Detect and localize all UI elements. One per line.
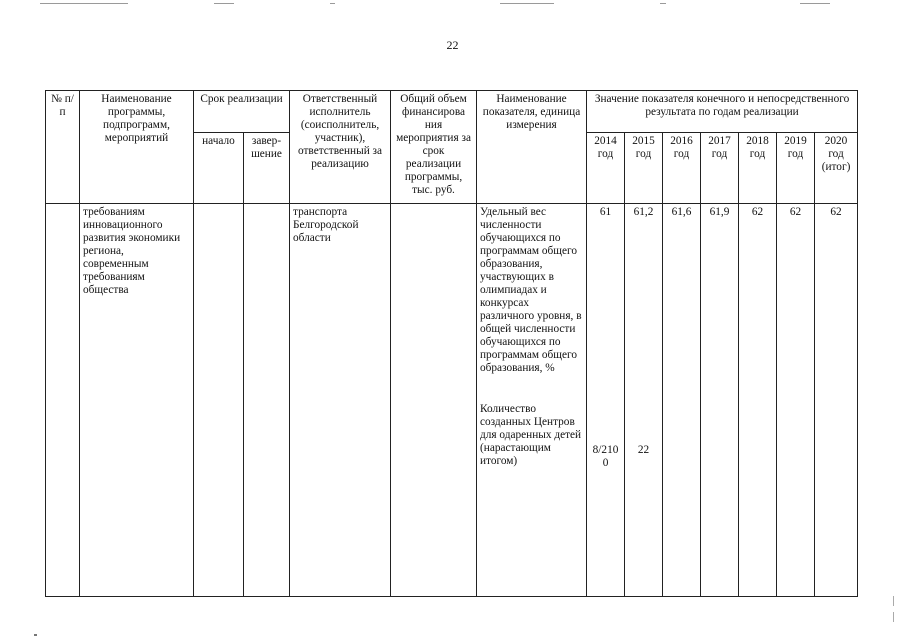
header-values: Значение показателя конечного и непосредственного результата по годам реализации: [587, 91, 858, 133]
cell-name: требованиям инновационного развития экономики региона, современным требованиям общества: [80, 204, 194, 597]
cell-budget: [391, 204, 477, 597]
cell-indicators: [477, 204, 587, 597]
header-year: 2018 год: [739, 133, 777, 204]
header-year: 2019 год: [777, 133, 815, 204]
cell-value-2014: [587, 204, 625, 597]
cell-value-2019: [777, 204, 815, 597]
cell-value-2015: [625, 204, 663, 597]
header-num: № п/п: [46, 91, 80, 204]
indicator-gifted-centers: Количество созданных Центров для одаренных детей (нарастающим итогом): [480, 403, 582, 467]
scan-artifact-line: [40, 3, 128, 4]
scan-artifact-line: [660, 3, 666, 4]
cell-num: [46, 204, 80, 597]
cell-value-2018: [739, 204, 777, 597]
value-2020: 62: [830, 206, 842, 218]
page-number: 22: [446, 38, 459, 52]
header-year: 2016 год: [663, 133, 701, 204]
header-term: Срок реализации: [194, 91, 290, 133]
header-term-start: начало: [194, 133, 244, 204]
cell-value-2017: [701, 204, 739, 597]
cell-responsible: транспорта Белгородской области: [290, 204, 391, 597]
results-table: [45, 90, 858, 597]
value-2014-centers: 8/2100: [592, 444, 619, 469]
scan-artifact-line: [800, 3, 830, 4]
value-2017: 61,9: [709, 206, 730, 218]
value-2018: 62: [751, 206, 764, 218]
cell-term-end: [244, 204, 290, 597]
header-year: 2020 год (итог): [815, 133, 858, 204]
scan-artifact-line: [214, 3, 234, 4]
scan-artifact-tick: [893, 612, 894, 622]
header-term-end: завер-шение: [244, 133, 290, 204]
header-year: 2014 год: [587, 133, 625, 204]
header-name: Наименование программы, подпрограмм, мероприятий: [80, 91, 194, 204]
cell-value-2020: [815, 204, 858, 597]
value-2016: 61,6: [671, 206, 692, 218]
header-budget: Общий объем финансирова ния мероприятия за срок реализации программы, тыс. руб.: [391, 91, 477, 204]
scan-artifact-line: [330, 3, 335, 4]
scan-artifact-dot: [34, 634, 37, 636]
value-2014: 61: [599, 206, 612, 218]
cell-term-start: [194, 204, 244, 597]
indicator-share-olympiads: Удельный вес численности обучающихся по программам общего образования, участвующих в олимпиадах и конкурсах различного уровня, в общей численности обучающихся по программам общего образования, %: [480, 206, 582, 374]
value-2019: 62: [789, 206, 802, 218]
value-2015: 61,2: [633, 206, 654, 218]
value-2015-centers: 22: [637, 444, 650, 456]
header-year: 2015 год: [625, 133, 663, 204]
header-year: 2017 год: [701, 133, 739, 204]
scan-artifact-line: [500, 3, 554, 4]
cell-value-2016: [663, 204, 701, 597]
scan-artifact-tick: [893, 596, 894, 606]
header-indicator: Наименование показателя, единица измерения: [477, 91, 587, 204]
header-responsible: Ответственный исполнитель (соисполнитель, участник), ответственный за реализацию: [290, 91, 391, 204]
